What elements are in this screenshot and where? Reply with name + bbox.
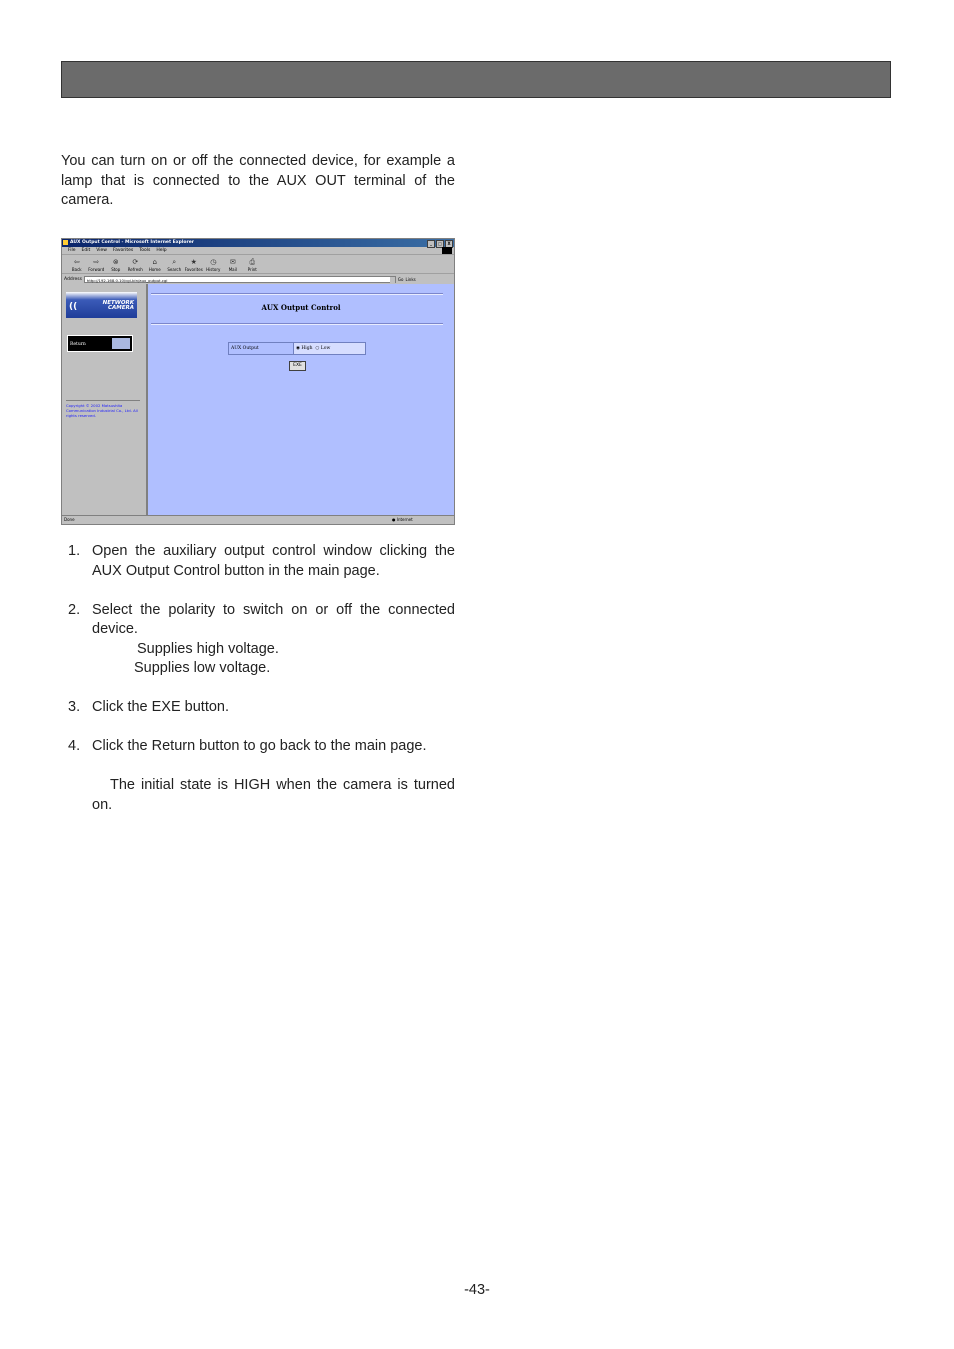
logo-swoosh-icon: (( xyxy=(69,302,78,312)
window-titlebar xyxy=(62,239,454,247)
instruction-steps xyxy=(61,542,455,815)
exe-button[interactable]: EXE xyxy=(289,361,306,371)
step-4: 4. Click the Return button to go back to the main page. xyxy=(68,738,427,754)
window-title: AUX Output Control - Microsoft Internet Explorer xyxy=(70,240,195,245)
copyright-text: Copyright © 2002 Matsushita Communication Industrial Co., Ltd. All rights reserved. xyxy=(66,400,140,418)
status-done: Done xyxy=(64,517,75,522)
toolbar-refresh[interactable]: ⟳ Refresh xyxy=(126,258,146,273)
toolbar xyxy=(62,255,454,274)
aux-heading: AUX Output Control xyxy=(261,303,341,312)
menu-file[interactable]: File xyxy=(68,248,76,253)
forward-arrow-icon: ⇨ xyxy=(93,258,100,266)
menu-tools[interactable]: Tools xyxy=(139,248,151,253)
links-button[interactable]: Links xyxy=(405,276,416,282)
step-2-low-desc: Supplies low voltage. xyxy=(134,660,271,676)
left-frame xyxy=(62,284,148,515)
divider-top xyxy=(151,293,443,295)
menu-favorites[interactable]: Favorites xyxy=(112,248,134,253)
main-frame xyxy=(148,284,454,515)
note-text: The initial state is HIGH when the camera is turned on. xyxy=(92,777,455,813)
go-button[interactable]: Go xyxy=(397,276,404,282)
section-header-bar xyxy=(61,61,891,98)
home-icon: ⌂ xyxy=(152,258,157,266)
search-icon: ⌕ xyxy=(172,258,177,266)
maximize-button[interactable]: □ xyxy=(436,240,444,248)
menu-bar xyxy=(62,247,454,255)
minimize-button[interactable]: _ xyxy=(427,240,435,248)
refresh-icon: ⟳ xyxy=(132,258,139,266)
status-bar xyxy=(62,515,454,524)
stop-icon: ⊗ xyxy=(112,258,119,266)
status-zone: ● Internet xyxy=(392,517,413,522)
toolbar-forward[interactable]: ⇨ Forward xyxy=(88,258,105,272)
toolbar-favorites[interactable]: ★ Favorites xyxy=(184,258,203,272)
back-arrow-icon: ⇦ xyxy=(73,258,80,266)
address-input[interactable]: http://192.168.0.10/cgi-bin/aux_output.cgi xyxy=(84,276,396,283)
history-icon: ◷ xyxy=(210,258,217,266)
menu-help[interactable]: Help xyxy=(156,248,167,253)
mail-icon: ✉ xyxy=(229,258,236,266)
aux-output-row xyxy=(228,342,366,355)
step-2: 2. Select the polarity to switch on or off the connected device. Supplies high voltage. Supplies low voltage. xyxy=(61,601,455,679)
radio-high[interactable]: ◉ High xyxy=(296,346,313,351)
step-3: 3. Click the EXE button. xyxy=(68,699,230,715)
ie-icon xyxy=(63,240,68,245)
dropdown-arrow-icon[interactable] xyxy=(390,277,395,283)
print-icon: ⎙ xyxy=(249,258,256,266)
browser-screenshot xyxy=(61,238,455,525)
return-button-graphic xyxy=(112,338,130,349)
menu-edit[interactable]: Edit xyxy=(81,248,91,253)
address-label: Address xyxy=(64,276,82,282)
toolbar-search[interactable]: ⌕ Search xyxy=(165,258,185,273)
aux-output-label: AUX Output xyxy=(231,346,259,351)
toolbar-back[interactable]: ⇦ Back xyxy=(67,258,87,273)
toolbar-home[interactable]: ⌂ Home xyxy=(145,258,165,273)
radio-low[interactable]: ○ Low xyxy=(315,346,331,351)
divider-bottom xyxy=(151,323,443,325)
toolbar-mail[interactable]: ✉ Mail xyxy=(223,258,243,273)
favorites-icon: ★ xyxy=(190,258,197,266)
toolbar-stop[interactable]: ⊗ Stop xyxy=(106,258,126,273)
windows-logo-icon xyxy=(442,247,452,254)
step-2-high-desc: Supplies high voltage. xyxy=(137,640,279,657)
step-1: 1. Open the auxiliary output control window clicking the AUX Output Control button in the main page. xyxy=(68,543,455,579)
page-number: -43- xyxy=(464,1282,490,1298)
menu-view[interactable]: View xyxy=(96,248,107,253)
network-camera-logo: (( NETWORK CAMERA xyxy=(66,292,137,318)
page-content xyxy=(62,284,454,515)
toolbar-print[interactable]: ⎙ Print xyxy=(243,258,263,273)
close-button[interactable]: X xyxy=(445,240,453,248)
intro-paragraph: You can turn on or off the connected device, for example a lamp that is connected to the AUX OUT terminal of the camera. xyxy=(61,153,455,208)
toolbar-history[interactable]: ◷ History xyxy=(204,258,224,273)
return-button[interactable]: Return xyxy=(67,335,133,352)
